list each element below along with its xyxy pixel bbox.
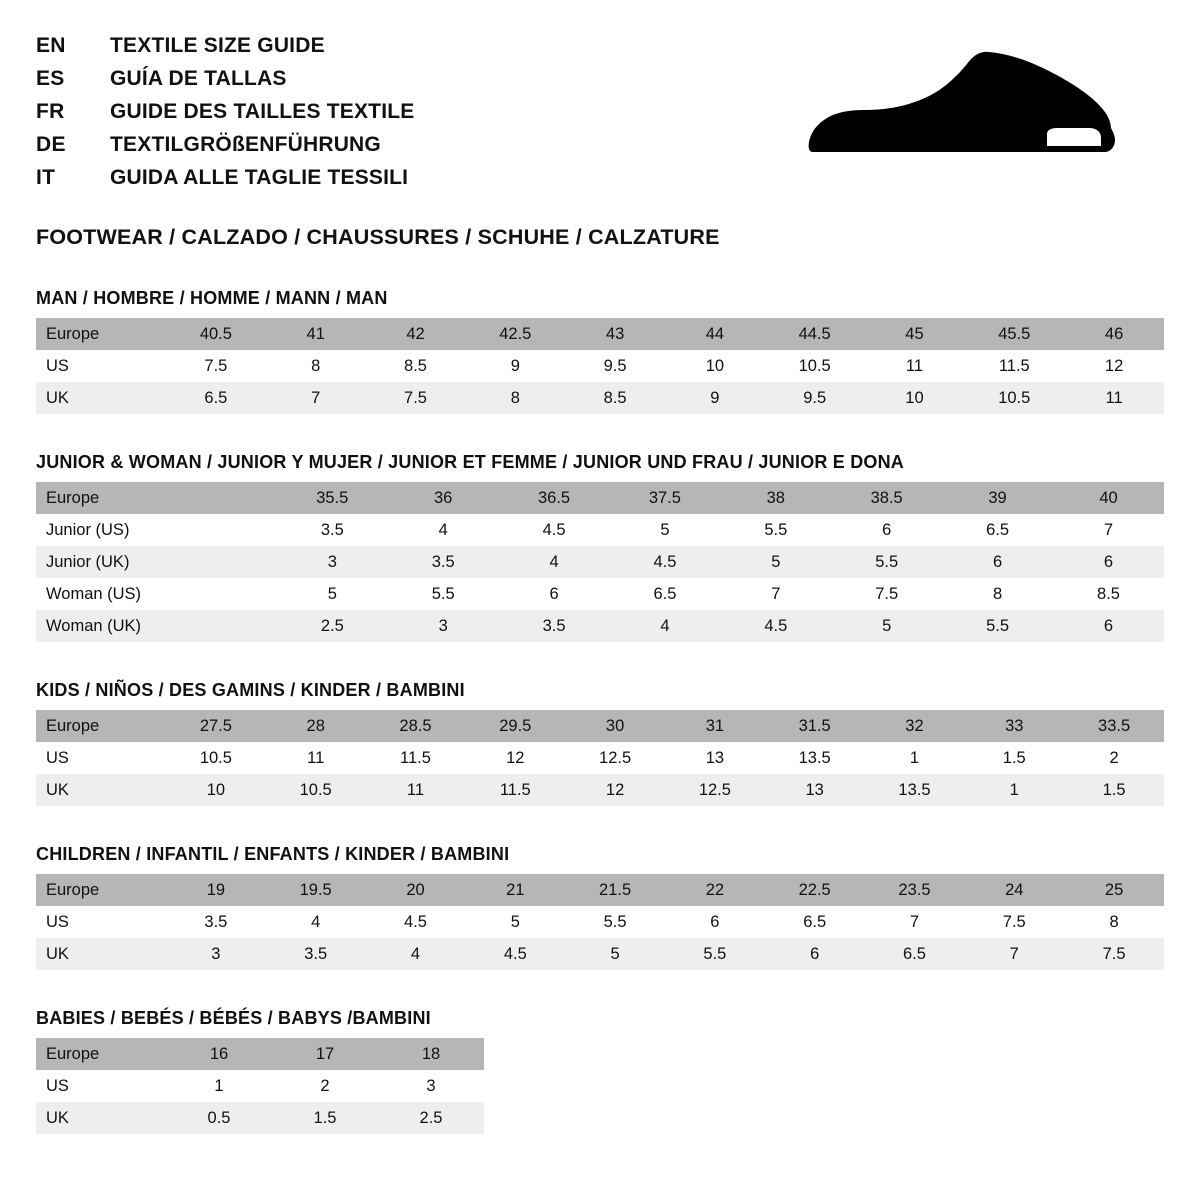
cell: 37.5 — [610, 482, 721, 514]
cell: 19 — [166, 874, 266, 906]
cell: 44 — [665, 318, 765, 350]
cell: 0.5 — [166, 1102, 272, 1134]
row-label: US — [36, 350, 166, 382]
cell: 41 — [266, 318, 366, 350]
cell: 7 — [964, 938, 1064, 970]
row-label: Europe — [36, 1038, 166, 1070]
language-row — [36, 166, 414, 199]
cell: 7 — [865, 906, 965, 938]
cell: 6 — [942, 546, 1053, 578]
table-row — [36, 514, 1164, 546]
cell: 13.5 — [865, 774, 965, 806]
cell: 45 — [865, 318, 965, 350]
cell: 3.5 — [166, 906, 266, 938]
row-label: Europe — [36, 318, 166, 350]
cell: 33.5 — [1064, 710, 1164, 742]
language-title: GUIDA ALLE TAGLIE TESSILI — [110, 166, 409, 189]
cell: 42 — [366, 318, 466, 350]
cell: 33 — [964, 710, 1064, 742]
cell: 5 — [465, 906, 565, 938]
cell: 7.5 — [831, 578, 942, 610]
cell: 7.5 — [1064, 938, 1164, 970]
shoe-illustration — [764, 34, 1164, 178]
cell: 38 — [720, 482, 831, 514]
cell: 3.5 — [277, 514, 388, 546]
cell: 16 — [166, 1038, 272, 1070]
language-code: DE — [36, 133, 66, 156]
cell: 7.5 — [964, 906, 1064, 938]
cell: 5 — [565, 938, 665, 970]
cell: 4 — [388, 514, 499, 546]
section-title: BABIES / BEBÉS / BÉBÉS / BABYS /BAMBINI — [36, 1008, 431, 1028]
table-row — [36, 906, 1164, 938]
cell: 7.5 — [166, 350, 266, 382]
cell: 11 — [865, 350, 965, 382]
section-babies — [36, 1008, 1164, 1134]
row-label: Woman (US) — [36, 578, 166, 610]
size-table-babies — [36, 1038, 484, 1134]
category-heading: FOOTWEAR / CALZADO / CHAUSSURES / SCHUHE / CALZATURE — [36, 225, 720, 249]
cell: 10 — [665, 350, 765, 382]
cell: 4.5 — [465, 938, 565, 970]
table-row — [36, 710, 1164, 742]
cell: 44.5 — [765, 318, 865, 350]
cell: 35.5 — [277, 482, 388, 514]
cell: 3 — [166, 938, 266, 970]
cell: 2.5 — [378, 1102, 484, 1134]
row-label: UK — [36, 382, 166, 414]
cell: 5 — [720, 546, 831, 578]
cell: 2 — [1064, 742, 1164, 774]
cell: 10 — [166, 774, 266, 806]
cell: 10.5 — [765, 350, 865, 382]
row-label: Europe — [36, 710, 166, 742]
section-title: JUNIOR & WOMAN / JUNIOR Y MUJER / JUNIOR ET FEMME / JUNIOR UND FRAU / JUNIOR E DONA — [36, 452, 905, 472]
cell: 42.5 — [465, 318, 565, 350]
cell: 10.5 — [964, 382, 1064, 414]
row-label: Junior (UK) — [36, 546, 166, 578]
cell: 2 — [272, 1070, 378, 1102]
cell: 1.5 — [964, 742, 1064, 774]
cell: 3.5 — [388, 546, 499, 578]
size-table-children — [36, 874, 1164, 970]
table-row — [36, 1070, 484, 1102]
cell: 29.5 — [465, 710, 565, 742]
cell: 24 — [964, 874, 1064, 906]
cell: 12 — [1064, 350, 1164, 382]
cell: 5.5 — [942, 610, 1053, 642]
cell: 6.5 — [942, 514, 1053, 546]
cell — [166, 482, 277, 514]
cell: 25 — [1064, 874, 1164, 906]
cell: 11 — [266, 742, 366, 774]
language-code: IT — [36, 166, 56, 189]
cell: 10.5 — [166, 742, 266, 774]
language-row — [36, 100, 414, 133]
table-row — [36, 742, 1164, 774]
cell: 8 — [266, 350, 366, 382]
cell: 4.5 — [366, 906, 466, 938]
section-children — [36, 844, 1164, 970]
cell: 6 — [765, 938, 865, 970]
table-row — [36, 578, 1164, 610]
cell: 6 — [665, 906, 765, 938]
cell — [166, 578, 277, 610]
cell: 12 — [465, 742, 565, 774]
cell: 5.5 — [720, 514, 831, 546]
cell: 12.5 — [565, 742, 665, 774]
cell: 5.5 — [831, 546, 942, 578]
cell: 21 — [465, 874, 565, 906]
row-label: US — [36, 906, 166, 938]
section-title: KIDS / NIÑOS / DES GAMINS / KINDER / BAMBINI — [36, 680, 465, 700]
language-title: GUIDE DES TAILLES TEXTILE — [110, 100, 415, 123]
language-row — [36, 133, 414, 166]
cell: 31.5 — [765, 710, 865, 742]
cell: 27.5 — [166, 710, 266, 742]
cell: 10 — [865, 382, 965, 414]
cell: 5.5 — [665, 938, 765, 970]
cell: 5.5 — [565, 906, 665, 938]
cell: 6.5 — [166, 382, 266, 414]
language-row — [36, 34, 414, 67]
size-table-junior-woman — [36, 482, 1164, 642]
cell: 4.5 — [499, 514, 610, 546]
language-title: GUÍA DE TALLAS — [110, 67, 287, 90]
cell: 21.5 — [565, 874, 665, 906]
cell: 40 — [1053, 482, 1164, 514]
section-title: CHILDREN / INFANTIL / ENFANTS / KINDER / BAMBINI — [36, 844, 510, 864]
cell: 3 — [277, 546, 388, 578]
cell: 6.5 — [865, 938, 965, 970]
cell — [166, 514, 277, 546]
cell: 45.5 — [964, 318, 1064, 350]
cell: 4 — [266, 906, 366, 938]
section-title: MAN / HOMBRE / HOMME / MANN / MAN — [36, 288, 388, 308]
table-row — [36, 318, 1164, 350]
cell: 30 — [565, 710, 665, 742]
cell: 11.5 — [465, 774, 565, 806]
cell: 4.5 — [720, 610, 831, 642]
cell: 8.5 — [366, 350, 466, 382]
cell: 18 — [378, 1038, 484, 1070]
cell: 7 — [720, 578, 831, 610]
cell: 22.5 — [765, 874, 865, 906]
cell: 19.5 — [266, 874, 366, 906]
table-row — [36, 382, 1164, 414]
language-title-list — [36, 34, 414, 199]
cell: 11 — [1064, 382, 1164, 414]
cell: 8 — [465, 382, 565, 414]
cell: 6 — [831, 514, 942, 546]
cell: 23.5 — [865, 874, 965, 906]
row-label: UK — [36, 938, 166, 970]
cell: 1 — [166, 1070, 272, 1102]
cell: 3.5 — [499, 610, 610, 642]
table-row — [36, 350, 1164, 382]
table-row — [36, 938, 1164, 970]
language-code: EN — [36, 34, 66, 57]
cell: 5 — [277, 578, 388, 610]
table-row — [36, 546, 1164, 578]
cell: 2.5 — [277, 610, 388, 642]
cell: 4 — [499, 546, 610, 578]
row-label: Europe — [36, 482, 166, 514]
cell: 8 — [942, 578, 1053, 610]
row-label: Woman (UK) — [36, 610, 166, 642]
cell: 13.5 — [765, 742, 865, 774]
table-row — [36, 774, 1164, 806]
cell: 31 — [665, 710, 765, 742]
section-junior-woman — [36, 452, 1164, 642]
cell: 12.5 — [665, 774, 765, 806]
cell: 6.5 — [765, 906, 865, 938]
row-label: Europe — [36, 874, 166, 906]
cell: 10.5 — [266, 774, 366, 806]
row-label: UK — [36, 1102, 166, 1134]
cell: 28 — [266, 710, 366, 742]
cell: 8.5 — [1053, 578, 1164, 610]
size-table-man — [36, 318, 1164, 414]
cell: 4 — [610, 610, 721, 642]
cell: 1 — [865, 742, 965, 774]
cell: 6 — [1053, 546, 1164, 578]
cell: 4 — [366, 938, 466, 970]
cell: 6 — [499, 578, 610, 610]
size-table-kids — [36, 710, 1164, 806]
cell: 3 — [388, 610, 499, 642]
language-code: ES — [36, 67, 65, 90]
cell: 38.5 — [831, 482, 942, 514]
cell: 32 — [865, 710, 965, 742]
language-row — [36, 67, 414, 100]
cell: 13 — [765, 774, 865, 806]
cell: 9.5 — [765, 382, 865, 414]
cell: 11.5 — [366, 742, 466, 774]
cell: 9 — [665, 382, 765, 414]
cell: 1.5 — [272, 1102, 378, 1134]
cell: 4.5 — [610, 546, 721, 578]
cell: 5 — [831, 610, 942, 642]
cell: 13 — [665, 742, 765, 774]
table-row — [36, 610, 1164, 642]
cell: 39 — [942, 482, 1053, 514]
table-row — [36, 1102, 484, 1134]
cell: 40.5 — [166, 318, 266, 350]
cell: 43 — [565, 318, 665, 350]
table-row — [36, 1038, 484, 1070]
cell: 5.5 — [388, 578, 499, 610]
cell: 8 — [1064, 906, 1164, 938]
cell — [166, 546, 277, 578]
cell: 7 — [266, 382, 366, 414]
cell: 6 — [1053, 610, 1164, 642]
cell — [166, 610, 277, 642]
cell: 28.5 — [366, 710, 466, 742]
cell: 7.5 — [366, 382, 466, 414]
cell: 1.5 — [1064, 774, 1164, 806]
cell: 6.5 — [610, 578, 721, 610]
language-title: TEXTILE SIZE GUIDE — [110, 34, 325, 57]
table-row — [36, 874, 1164, 906]
cell: 36.5 — [499, 482, 610, 514]
row-label: UK — [36, 774, 166, 806]
cell: 3.5 — [266, 938, 366, 970]
cell: 22 — [665, 874, 765, 906]
cell: 20 — [366, 874, 466, 906]
cell: 11 — [366, 774, 466, 806]
language-title: TEXTILGRÖßENFÜHRUNG — [110, 133, 381, 156]
cell: 12 — [565, 774, 665, 806]
section-kids — [36, 680, 1164, 806]
page-header — [36, 34, 1164, 199]
dress-shoe-icon — [779, 48, 1119, 178]
row-label: US — [36, 1070, 166, 1102]
language-code: FR — [36, 100, 65, 123]
row-label: US — [36, 742, 166, 774]
cell: 5 — [610, 514, 721, 546]
cell: 1 — [964, 774, 1064, 806]
cell: 8.5 — [565, 382, 665, 414]
table-row — [36, 482, 1164, 514]
cell: 11.5 — [964, 350, 1064, 382]
cell: 46 — [1064, 318, 1164, 350]
cell: 3 — [378, 1070, 484, 1102]
cell: 7 — [1053, 514, 1164, 546]
cell: 17 — [272, 1038, 378, 1070]
row-label: Junior (US) — [36, 514, 166, 546]
cell: 36 — [388, 482, 499, 514]
cell: 9.5 — [565, 350, 665, 382]
cell: 9 — [465, 350, 565, 382]
section-man — [36, 288, 1164, 414]
